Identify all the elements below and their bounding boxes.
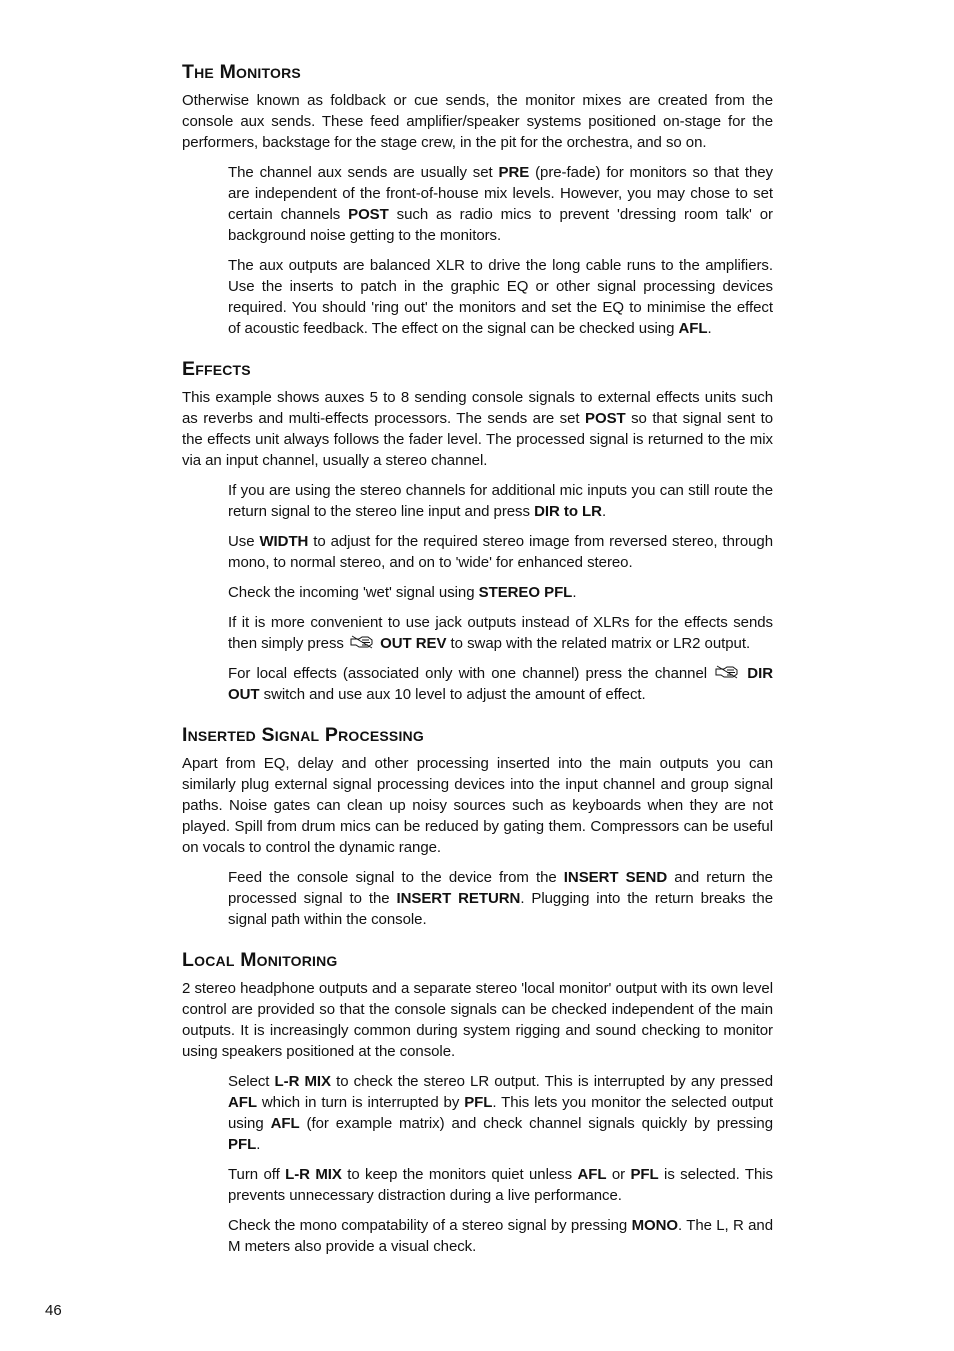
indented-paragraph: Feed the console signal to the device from the INSERT SEND and return the processed signal to the INSERT RETURN. Plugging into the return breaks the signal path within the console. bbox=[228, 869, 773, 928]
indented-paragraph: If you are using the stereo channels for additional mic inputs you can still route the return signal to the stereo line input and press DIR to LR. bbox=[228, 482, 773, 520]
indented-paragraph: For local effects (associated only with one channel) press the channel DIR OUT switch and use aux 10 level to adjust the amount of effect. bbox=[228, 665, 773, 703]
paragraph: This example shows auxes 5 to 8 sending console signals to external effects units such as reverbs and multi-effects processors. The sends are set POST so that signal sent to the effects unit always follows the fader level. The processed signal is returned to the mix via an input channel, usually a stereo channel. bbox=[182, 389, 773, 469]
section bbox=[182, 948, 773, 1257]
page-number: 46 bbox=[45, 1302, 62, 1319]
pointing-hand-icon bbox=[715, 665, 739, 679]
paragraph: 2 stereo headphone outputs and a separate stereo 'local monitor' output with its own level control are provided so that the console signals can be checked independent of the main outputs. It is increasingly common during system rigging and sound checking to monitor using speakers positioned at the console. bbox=[182, 980, 773, 1060]
document-body bbox=[182, 60, 773, 1266]
indented-paragraph: The aux outputs are balanced XLR to drive the long cable runs to the amplifiers. Use the inserts to patch in the graphic EQ or other signal processing devices required. You should 'ring out' the monitors and set the EQ to minimise the effect of acoustic feedback. The effect on the signal can be checked using AFL. bbox=[228, 257, 773, 337]
paragraph: Apart from EQ, delay and other processing inserted into the main outputs you can similarly plug external signal processing devices into the input channel and group signal paths. Noise gates can clean up noisy sources such as keyboards when they are not played. Spill from drum mics can be reduced by gating them. Compressors can be useful on vocals to control the dynamic range. bbox=[182, 755, 773, 856]
section bbox=[182, 723, 773, 930]
indented-paragraph: Check the mono compatability of a stereo signal by pressing MONO. The L, R and M meters also provide a visual check. bbox=[228, 1217, 773, 1255]
section-heading: Local Monitoring bbox=[182, 949, 338, 971]
pointing-hand-icon bbox=[350, 635, 374, 649]
indented-paragraph: The channel aux sends are usually set PRE (pre-fade) for monitors so that they are independent of the front-of-house mix levels. However, you may chose to set certain channels POST such as radio mics to prevent 'dressing room talk' or background noise getting to the monitors. bbox=[228, 164, 773, 244]
section bbox=[182, 60, 773, 339]
indented-paragraph: Check the incoming 'wet' signal using STEREO PFL. bbox=[228, 584, 577, 601]
indented-paragraph: Turn off L-R MIX to keep the monitors quiet unless AFL or PFL is selected. This prevents unnecessary distraction during a live performance. bbox=[228, 1166, 773, 1204]
paragraph: Otherwise known as foldback or cue sends, the monitor mixes are created from the console aux sends. These feed amplifier/speaker systems positioned on-stage for the performers, backstage for the stage crew, in the pit for the orchestra, and so on. bbox=[182, 92, 773, 151]
section-heading: Inserted Signal Processing bbox=[182, 724, 424, 746]
section-heading: Effects bbox=[182, 358, 251, 380]
indented-paragraph: Use WIDTH to adjust for the required stereo image from reversed stereo, through mono, to normal stereo, and on to 'wide' for enhanced stereo. bbox=[228, 533, 773, 571]
indented-paragraph: If it is more convenient to use jack outputs instead of XLRs for the effects sends then simply press OUT REV to swap with the related matrix or LR2 output. bbox=[228, 614, 773, 652]
section-heading: The Monitors bbox=[182, 61, 301, 83]
indented-paragraph: Select L-R MIX to check the stereo LR output. This is interrupted by any pressed AFL which in turn is interrupted by PFL. This lets you monitor the selected output using AFL (for example matrix) and check channel signals quickly by pressing PFL. bbox=[228, 1073, 774, 1153]
section bbox=[182, 357, 773, 705]
